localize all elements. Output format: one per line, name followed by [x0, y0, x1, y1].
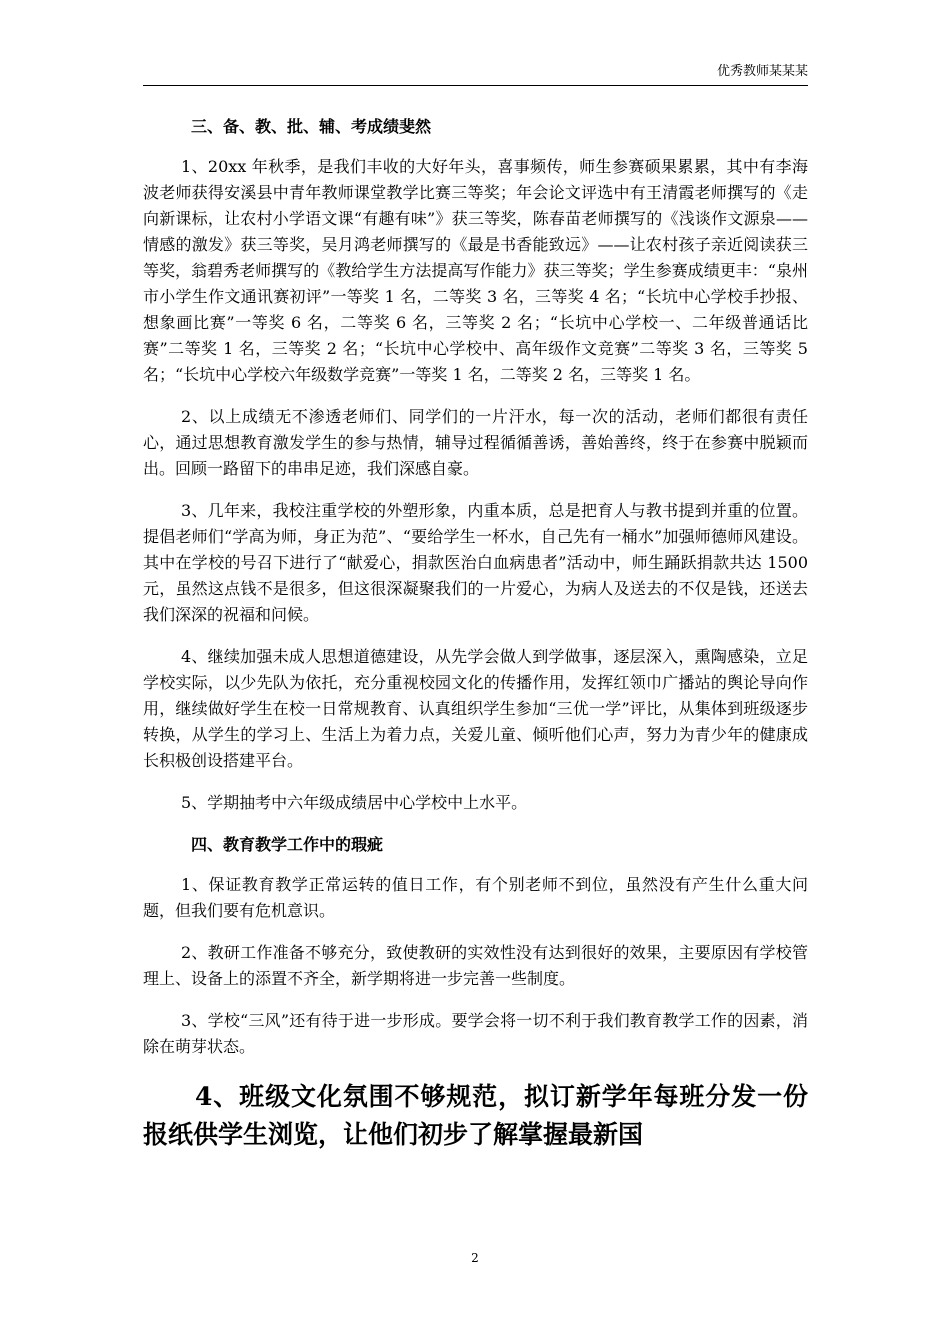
header-divider: [143, 85, 808, 86]
section-3-paragraph-2: 2、以上成绩无不渗透老师们、同学们的一片汗水，每一次的活动，老师们都很有责任心，通过思想教育激发学生的参与热情，辅导过程循循善诱，善始善终，终于在参赛中脱颖而出。回顾一路留下的串串足迹，我们深感自豪。: [143, 407, 808, 478]
section-4-paragraph-2: 2、教研工作准备不够充分，致使教研的实效性没有达到很好的效果，主要原因有学校管理上、设备上的添置不齐全，新学期将进一步完善一些制度。: [143, 943, 808, 988]
document-body: [143, 114, 808, 1154]
page-header-text: 优秀教师某某某: [716, 64, 808, 79]
section-3-paragraph-4: 4、继续加强未成人思想道德建设，从先学会做人到学做事，逐层深入，熏陶感染，立足学校实际，以少先队为依托，充分重视校园文化的传播作用，发挥红领巾广播站的舆论导向作用，继续做好学生在校一日常规教育、认真组织学生参加“三优一学”评比，从集体到班级逐步转换，从学生的学习上、生活上为着力点，关爱儿童、倾听他们心声，努力为青少年的健康成长积极创设搭建平台。: [143, 647, 808, 770]
section-heading-4: 四、教育教学工作中的瑕疵: [191, 835, 384, 854]
section-3-paragraph-1: 1、20xx 年秋季，是我们丰收的大好年头，喜事频传，师生参赛硕果累累，其中有李海波老师获得安溪县中青年教师课堂教学比赛三等奖；年会论文评选中有王清霞老师撰写的《走向新课标，让农村小学语文课“有趣有味”》获三等奖，陈春苗老师撰写的《浅谈作文源泉——情感的激发》获三等奖，吴月鸿老师撰写的《最是书香能致远》——让农村孩子亲近阅读获三等奖，翁碧秀老师撰写的《教给学生方法提高写作能力》获三等奖；学生参赛成绩更丰：“泉州市小学生作文通讯赛初评”一等奖 1 名，二等奖 3 名，三等奖 4 名；“长坑中心学校手抄报、想象画比赛”一等奖 6 名，二等奖 6 名，三等奖 2 名；“长坑中心学校一、二年级普通话比赛”二等奖 1 名，三等奖 2 名；“长坑中心学校中、高年级作文竞赛”二等奖 3 名，三等奖 5 名；“长坑中心学校六年级数学竞赛”一等奖 1 名，二等奖 2 名，三等奖 1 名。: [143, 157, 808, 384]
section-3-paragraph-3: 3、几年来，我校注重学校的外塑形象，内重本质，总是把育人与教书提到并重的位置。提倡老师们“学高为师，身正为范”、“要给学生一杯水，自己先有一桶水”加强师德师风建设。其中在学校的号召下进行了“献爱心，捐款医治白血病患者”活动中，师生踊跃捐款共达 1500 元，虽然这点钱不是很多，但这很深凝聚我们的一片爱心，为病人及送去的不仅是钱，还送去我们深深的祝福和问候。: [143, 501, 808, 624]
section-4-paragraph-1: 1、保证教育教学正常运转的值日工作，有个别老师不到位，虽然没有产生什么重大问题，但我们要有危机意识。: [143, 875, 808, 920]
page-number: 2: [471, 1251, 479, 1265]
section-heading-3: 三、备、教、批、辅、考成绩斐然: [191, 117, 432, 136]
section-3-paragraph-5: 5、学期抽考中六年级成绩居中心学校中上水平。: [181, 793, 528, 812]
section-4-paragraph-4-large: 4、班级文化氛围不够规范，拟订新学年每班分发一份报纸供学生浏览，让他们初步了解掌握最新国: [143, 1082, 808, 1149]
section-4-paragraph-3: 3、学校“三风”还有待于进一步形成。要学会将一切不利于我们教育教学工作的因素，消除在萌芽状态。: [143, 1011, 808, 1056]
